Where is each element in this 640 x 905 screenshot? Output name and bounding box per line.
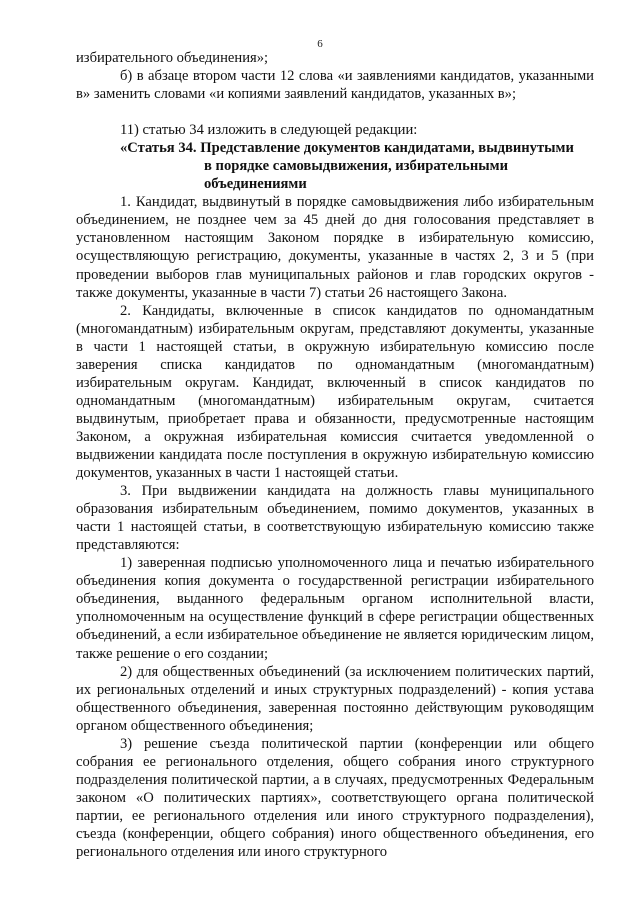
paragraph-part-3: 3. При выдвижении кандидата на должность главы муниципального образования избирательным объединением, помимо документов, указанных в части 1 настоящей статьи, в соответствующую избирательную комиссию также представляются:	[76, 483, 594, 554]
article-heading-line-2: в порядке самовыдвижения, избирательными	[204, 158, 508, 175]
article-heading	[76, 139, 594, 193]
paragraph-subitem-3: 3) решение съезда политической партии (конференции или общего собрания ее регионального отделения, общего собрания иного структурного подразделения политической партии, а в случаях, предусмотренных Федеральным законом «О политических партиях», соответствующего органа политической партии, ее регионального отделения или иного структурного подразделения), съезда (конференции, общего собрания) иного общественного объединения, его регионального отделения или иного структурного	[76, 735, 594, 861]
paragraph-part-2: 2. Кандидаты, включенные в список кандидатов по одномандатным (многомандатным) избирательным округам, представляют документы, указанные в части 1 настоящей статьи, в окружную избирательную комиссию после заверения списка кандидатов по одномандатным (многомандатным) избирательным округам. Кандидат, включенный в список кандидатов по одномандатным (многомандатным) избирательным округам, считается выдвинутым, приобретает права и обязанности, предусмотренные настоящим Законом, а окружная избирательная комиссия считается уведомленной о выдвижении кандидата после поступления в окружную избирательную комиссию документов, указанных в части 1 настоящей статьи.	[76, 302, 594, 482]
paragraph-part-1: 1. Кандидат, выдвинутый в порядке самовыдвижения либо избирательным объединением, не позднее чем за 45 дней до дня голосования представляет в установленном настоящим Законом порядке в избирательную комиссию, осуществляющую регистрацию, документы, указанные в частях 2, 3 и 5 (при проведении выборов глав муниципальных районов и глав городских округов - также документы, указанные в части 7) статьи 26 настоящего Закона.	[76, 194, 594, 301]
article-heading-line-3: объединениями	[204, 176, 307, 193]
article-heading-line-1: «Статья 34. Представление документов кандидатами, выдвинутыми	[120, 140, 574, 157]
paragraph-continuation: избирательного объединения»;	[76, 50, 269, 66]
paragraph-item-11: 11) статью 34 изложить в следующей редакции:	[120, 122, 418, 139]
paragraph-gap	[76, 103, 594, 121]
page-number: 6	[317, 38, 323, 50]
paragraph-item-b: б) в абзаце втором части 12 слова «и заявлениями кандидатов, указанными в» заменить словами «и копиями заявлений кандидатов, указанных в»;	[76, 68, 594, 103]
document-body	[76, 49, 594, 861]
paragraph-subitem-2: 2) для общественных объединений (за исключением политических партий, их региональных отделений и иных структурных подразделений) - копия устава общественного объединения, заверенная постоянно действующим руководящим органом общественного объединения;	[76, 663, 594, 734]
paragraph-subitem-1: 1) заверенная подписью уполномоченного лица и печатью избирательного объединения копия документа о государственной регистрации избирательного объединения, выданного федеральным органом исполнительной власти, уполномоченным на осуществление функций в сфере регистрации общественных объединений, а если избирательное объединение не является юридическим лицом, также решение о его создании;	[76, 555, 594, 662]
